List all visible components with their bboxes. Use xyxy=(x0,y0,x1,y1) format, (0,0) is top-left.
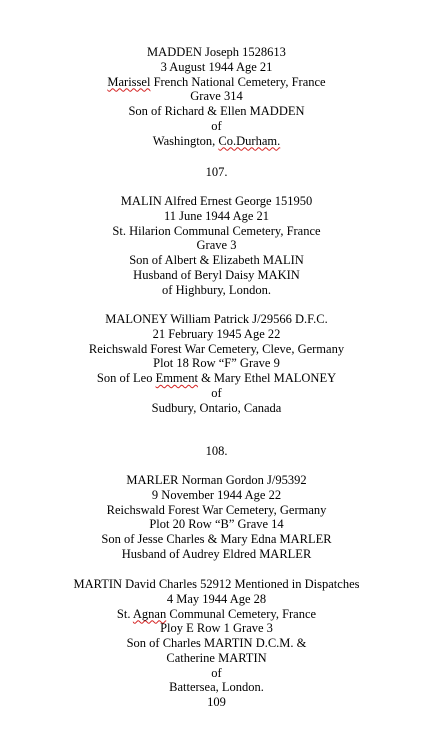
entry-cemetery-line xyxy=(0,75,433,90)
entry-date-line: 9 November 1944 Age 22 xyxy=(151,487,282,502)
entry-of-line: of xyxy=(211,118,222,133)
cemetery-rest-text: Communal Cemetery, France xyxy=(166,606,317,621)
entry-mother-line: Catherine MARTIN xyxy=(166,650,267,665)
entry-grave-line: Grave 314 xyxy=(190,89,243,104)
entry-grave-line: Ploy E Row 1 Grave 3 xyxy=(160,621,273,636)
spellcheck-word-codurham: Co.Durham. xyxy=(218,133,281,148)
entry-of-line: of xyxy=(211,385,222,400)
parents-rest-text: & Mary Ethel MALONEY xyxy=(197,371,337,385)
spellcheck-word-marissel: Marissel xyxy=(107,74,151,89)
cemetery-rest-text: French National Cemetery, France xyxy=(150,74,326,89)
entry-maloney xyxy=(0,312,433,415)
entry-grave-line: Grave 3 xyxy=(196,238,237,253)
entry-marler xyxy=(0,473,433,562)
entry-date-line: 11 June 1944 Age 21 xyxy=(163,208,270,223)
entry-of-line: of xyxy=(211,665,222,680)
entry-name-line: MARTIN David Charles 52912 Mentioned in Dispatches xyxy=(73,577,360,591)
parents-start-text: Son of Leo xyxy=(96,371,156,385)
entry-name-line: MADDEN Joseph 1528613 xyxy=(147,45,286,59)
entry-parents-line: Son of Jesse Charles & Mary Edna MARLER xyxy=(101,532,332,546)
entry-spouse-line: Husband of Beryl Daisy MAKIN xyxy=(133,267,300,282)
entry-martin xyxy=(0,577,433,695)
entry-date-line: 21 February 1945 Age 22 xyxy=(152,326,281,341)
entry-madden xyxy=(0,45,433,148)
entry-parents-line: Son of Albert & Elizabeth MALIN xyxy=(129,253,304,267)
entry-date-line: 4 May 1944 Age 28 xyxy=(166,591,267,606)
entry-place-line: Sudbury, Ontario, Canada xyxy=(151,400,282,415)
entry-spouse-line: Husband of Audrey Eldred MARLER xyxy=(121,546,312,561)
spellcheck-word-emment: Emment xyxy=(155,371,198,385)
entry-cemetery-line xyxy=(0,607,433,622)
entry-cemetery-line: Reichswald Forest War Cemetery, Germany xyxy=(106,502,327,517)
entry-place-line: Battersea, London. xyxy=(169,680,264,695)
page-number-109: 109 xyxy=(207,695,226,709)
entry-name-line: MALONEY William Patrick J/29566 D.F.C. xyxy=(105,312,328,326)
entry-date-line: 3 August 1944 Age 21 xyxy=(160,59,273,74)
entry-grave-line: Plot 20 Row “B” Grave 14 xyxy=(149,517,284,532)
entry-parents-line: Son of Charles MARTIN D.C.M. & xyxy=(126,636,307,650)
spellcheck-word-agnan: Agnan xyxy=(132,606,167,621)
entry-malin xyxy=(0,194,433,297)
page-number-107: 107. xyxy=(205,165,228,179)
entry-place-line: of Highbury, London. xyxy=(162,282,271,297)
page-number-108: 108. xyxy=(205,444,228,458)
entry-cemetery-line: St. Hilarion Communal Cemetery, France xyxy=(112,223,321,238)
entry-place-line xyxy=(0,134,433,149)
entry-name-line: MALIN Alfred Ernest George 151950 xyxy=(120,194,313,208)
cemetery-start-text: St. xyxy=(116,606,133,621)
entry-parents-line: Son of Richard & Ellen MADDEN xyxy=(128,104,305,118)
entry-cemetery-line: Reichswald Forest War Cemetery, Cleve, Germany xyxy=(88,341,345,356)
place-start-text: Washington, xyxy=(152,133,219,148)
entry-grave-line: Plot 18 Row “F” Grave 9 xyxy=(153,356,280,371)
entry-name-line: MARLER Norman Gordon J/95392 xyxy=(126,473,307,487)
entry-parents-line xyxy=(0,371,433,386)
